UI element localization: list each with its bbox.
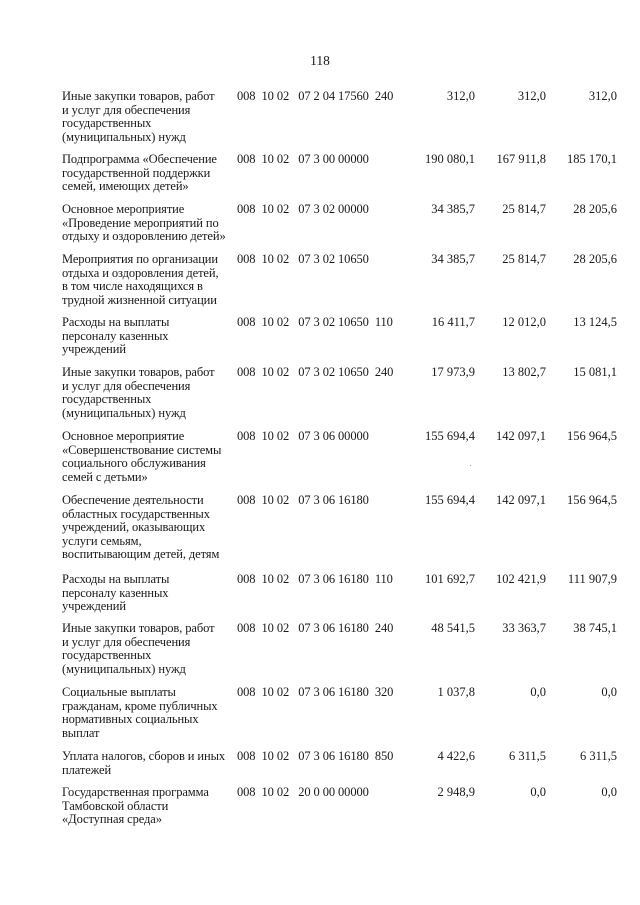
row-code: 008 10 02 07 3 06 00000 xyxy=(237,429,369,443)
row-value-3: 28 205,6 xyxy=(573,202,617,216)
row-value-1: 101 692,7 xyxy=(425,572,475,586)
row-name: Расходы на выплаты персоналу казенных учреждений xyxy=(62,315,170,357)
row-code: 008 10 02 07 3 00 00000 xyxy=(237,152,369,166)
row-value-1: 2 948,9 xyxy=(437,785,475,799)
row-value-1: 190 080,1 xyxy=(425,152,475,166)
row-code: 008 10 02 07 2 04 17560 240 xyxy=(237,89,394,103)
row-code: 008 10 02 07 3 02 10650 110 xyxy=(237,315,393,329)
row-code: 008 10 02 07 3 06 16180 850 xyxy=(237,749,394,763)
row-value-3: 0,0 xyxy=(601,685,617,699)
row-value-3: 156 964,5 xyxy=(567,429,617,443)
row-value-1: 16 411,7 xyxy=(431,315,475,329)
row-value-1: 1 037,8 xyxy=(437,685,475,699)
row-value-2: 12 012,0 xyxy=(502,315,546,329)
row-value-2: 25 814,7 xyxy=(502,252,546,266)
row-value-1: 48 541,5 xyxy=(431,621,475,635)
row-value-2: 0,0 xyxy=(530,685,546,699)
row-name: Обеспечение деятельности областных государственных учреждений, оказывающих услуги семьям, воспитывающим детей, детям xyxy=(62,493,220,562)
row-code: 008 10 02 07 3 06 16180 110 xyxy=(237,572,393,586)
row-value-1: 155 694,4 xyxy=(425,493,475,507)
page-number: 118 xyxy=(310,53,330,68)
row-value-1: 312,0 xyxy=(446,89,475,103)
row-value-3: 312,0 xyxy=(588,89,617,103)
row-value-2: 142 097,1 xyxy=(496,493,546,507)
row-code: 008 10 02 07 3 06 16180 240 xyxy=(237,621,394,635)
row-value-2: 167 911,8 xyxy=(496,152,546,166)
row-name: Государственная программа Тамбовской области «Доступная среда» xyxy=(62,785,209,827)
row-code: 008 10 02 07 3 02 10650 xyxy=(237,252,369,266)
row-code: 008 10 02 20 0 00 00000 xyxy=(237,785,369,799)
row-name: Основное мероприятие «Совершенствование системы социального обслуживания семей с детьми» xyxy=(62,429,222,484)
row-name: Социальные выплаты гражданам, кроме публичных нормативных социальных выплат xyxy=(62,685,218,740)
row-name: Иные закупки товаров, работ и услуг для обеспечения государственных (муниципальных) нужд xyxy=(62,621,215,676)
row-value-2: 142 097,1 xyxy=(496,429,546,443)
row-value-1: 155 694,4 xyxy=(425,429,475,443)
row-name: Иные закупки товаров, работ и услуг для обеспечения государственных (муниципальных) нужд xyxy=(62,89,215,144)
row-name: Основное мероприятие «Проведение мероприятий по отдыху и оздоровлению детей» xyxy=(62,202,226,244)
row-value-3: 38 745,1 xyxy=(573,621,617,635)
row-value-3: 0,0 xyxy=(601,785,617,799)
row-name: Иные закупки товаров, работ и услуг для обеспечения государственных (муниципальных) нужд xyxy=(62,365,215,420)
row-value-2: 0,0 xyxy=(530,785,546,799)
row-code: 008 10 02 07 3 06 16180 320 xyxy=(237,685,394,699)
row-value-1: 34 385,7 xyxy=(431,252,475,266)
row-value-2: 13 802,7 xyxy=(502,365,546,379)
row-code: 008 10 02 07 3 02 00000 xyxy=(237,202,369,216)
row-name: Уплата налогов, сборов и иных платежей xyxy=(62,749,226,777)
row-value-3: 111 907,9 xyxy=(567,572,617,586)
row-code: 008 10 02 07 3 06 16180 xyxy=(237,493,369,507)
scan-speck xyxy=(470,465,471,466)
row-value-1: 17 973,9 xyxy=(431,365,475,379)
row-name: Подпрограмма «Обеспечение государственной поддержки семей, имеющих детей» xyxy=(62,152,217,194)
row-value-2: 6 311,5 xyxy=(508,749,546,763)
row-value-2: 102 421,9 xyxy=(496,572,546,586)
row-value-3: 6 311,5 xyxy=(579,749,617,763)
row-value-3: 28 205,6 xyxy=(573,252,617,266)
row-value-2: 33 363,7 xyxy=(502,621,546,635)
row-value-2: 312,0 xyxy=(517,89,546,103)
row-value-2: 25 814,7 xyxy=(502,202,546,216)
row-value-1: 4 422,6 xyxy=(437,749,475,763)
row-value-3: 185 170,1 xyxy=(567,152,617,166)
row-name: Мероприятия по организации отдыха и оздоровления детей, в том числе находящихся в трудной жизненной ситуации xyxy=(62,252,219,307)
row-name: Расходы на выплаты персоналу казенных учреждений xyxy=(62,572,170,614)
row-value-1: 34 385,7 xyxy=(431,202,475,216)
row-value-3: 15 081,1 xyxy=(573,365,617,379)
row-value-3: 156 964,5 xyxy=(567,493,617,507)
row-value-3: 13 124,5 xyxy=(573,315,617,329)
row-code: 008 10 02 07 3 02 10650 240 xyxy=(237,365,394,379)
